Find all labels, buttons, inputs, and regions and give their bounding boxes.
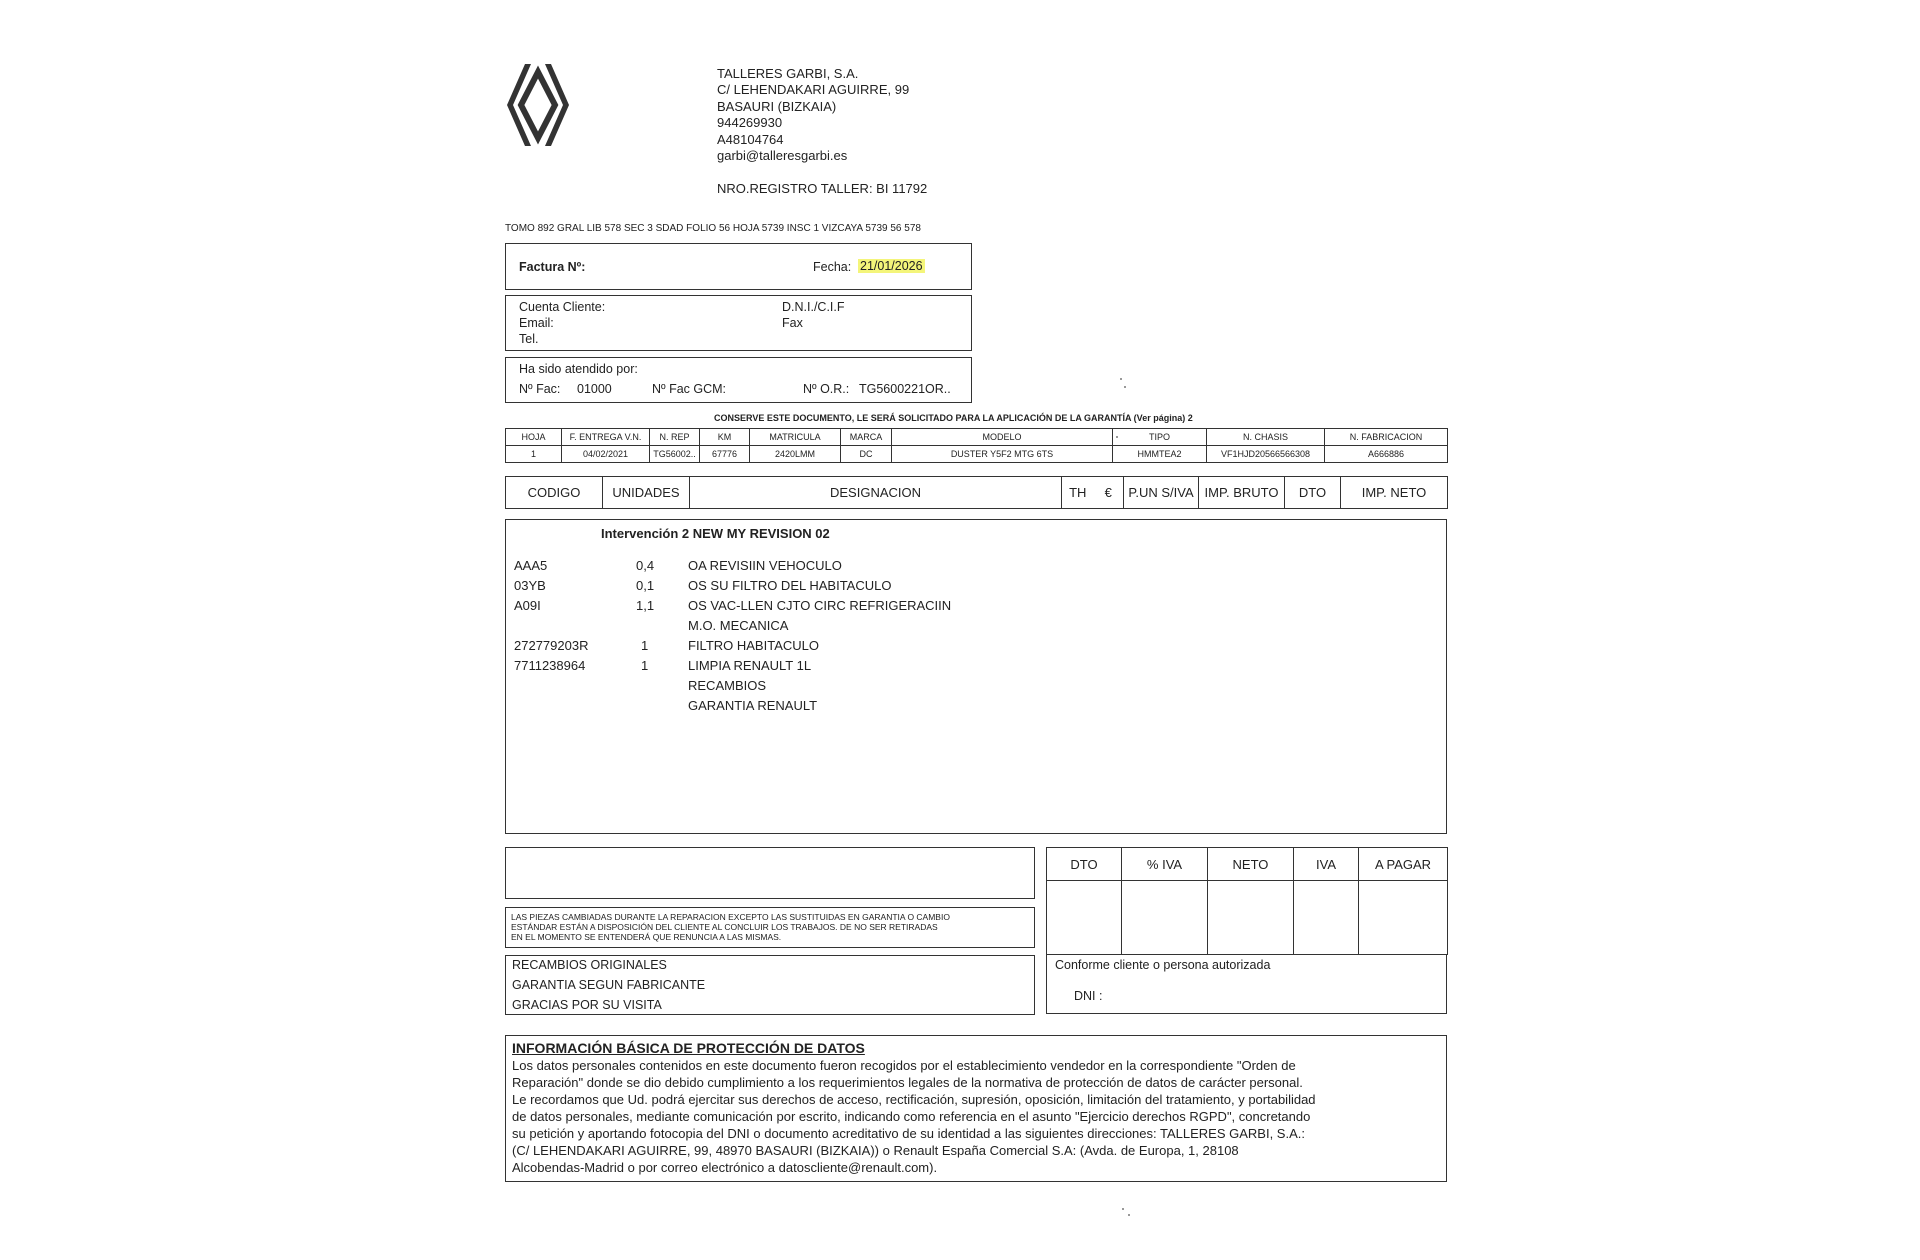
warranty-notice: CONSERVE ESTE DOCUMENTO, LE SERÁ SOLICITADO PARA LA APLICACIÓN DE LA GARANTÍA (Ver página) 2 (714, 413, 1193, 423)
totals-value-apagar (1359, 881, 1448, 955)
item-desc: RECAMBIOS (688, 678, 767, 693)
tomo-line: TOMO 892 GRAL LIB 578 SEC 3 SDAD FOLIO 56 HOJA 5739 INSC 1 VIZCAYA 5739 56 578 (505, 223, 921, 234)
item-desc: LIMPIA RENAULT 1L (688, 658, 812, 673)
totals-value-iva (1294, 881, 1359, 955)
item-code: 03YB (514, 578, 546, 593)
client-box (505, 295, 972, 351)
privacy-box (505, 1035, 1447, 1182)
attended-label: Ha sido atendido por: (519, 362, 638, 376)
nfac-label: Nº Fac: (519, 382, 561, 396)
privacy-line: Le recordamos que Ud. podrá ejercitar sus derechos de acceso, rectificación, supresión, oposición, limitación del tratamiento, y portabilidad (512, 1092, 1316, 1107)
vehicle-header-nrep: N. REP (650, 429, 700, 446)
footer-note: GARANTIA SEGUN FABRICANTE (512, 978, 706, 992)
vehicle-value-entrega: 04/02/2021 (562, 446, 650, 463)
company-phone: 944269930 (717, 115, 783, 130)
item-code: A09I (514, 598, 541, 613)
vehicle-header-entrega: F. ENTREGA V.N. (562, 429, 650, 446)
vehicle-value-nrep: TG56002.. (650, 446, 700, 463)
privacy-line: su petición y aportando fotocopia del DNI o documento acreditativo de su identidad a las siguientes direcciones: TALLERES GARBI, S.A.: (512, 1126, 1305, 1141)
vehicle-value-tipo: HMMTEA2 (1113, 446, 1207, 463)
vehicle-value-marca: DC (841, 446, 892, 463)
piezas-notice-line: LAS PIEZAS CAMBIADAS DURANTE LA REPARACION EXCEPTO LAS SUSTITUIDAS EN GARANTIA O CAMBIO (511, 912, 950, 922)
item-units: 1 (641, 658, 649, 673)
item-desc: OA REVISIIN VEHOCULO (688, 558, 842, 573)
totals-table (1046, 847, 1448, 955)
or-value: TG5600221OR.. (859, 382, 951, 396)
header-unidades: UNIDADES (603, 477, 690, 509)
factura-label: Factura Nº: (519, 260, 586, 274)
footer-note: GRACIAS POR SU VISITA (512, 998, 662, 1012)
vehicle-header-hoja: HOJA (506, 429, 562, 446)
item-code: 7711238964 (514, 658, 586, 673)
footer-notes-box (505, 955, 1035, 1015)
registro-taller: NRO.REGISTRO TALLER: BI 11792 (717, 181, 928, 196)
company-address: C/ LEHENDAKARI AGUIRRE, 99 (717, 82, 910, 97)
item-desc: GARANTIA RENAULT (688, 698, 818, 713)
header-designacion: DESIGNACION (690, 477, 1062, 509)
totals-header-apagar: A PAGAR (1359, 848, 1448, 881)
vehicle-value-fabricacion: A666886 (1325, 446, 1448, 463)
intervention-title: Intervención 2 NEW MY REVISION 02 (601, 526, 830, 541)
scan-speck (1116, 436, 1118, 438)
fecha-value: 21/01/2026 (860, 259, 923, 273)
item-units: 0,1 (636, 578, 655, 593)
vehicle-header-marca: MARCA (841, 429, 892, 446)
vehicle-value-chasis: VF1HJD20566566308 (1207, 446, 1325, 463)
items-header-row (506, 477, 1448, 509)
totals-value-row (1047, 881, 1448, 955)
totals-value-iva-pct (1122, 881, 1208, 955)
footer-note: RECAMBIOS ORIGINALES (512, 958, 667, 972)
cuenta-cliente-label: Cuenta Cliente: (519, 300, 606, 314)
scan-speck (1122, 1208, 1124, 1210)
privacy-line: de datos personales, mediante comunicación por escrito, indicando como referencia en el asunto "Ejercicio derechos RGPD", concretando (512, 1109, 1311, 1124)
item-desc: M.O. MECANICA (688, 618, 789, 633)
privacy-title: INFORMACIÓN BÁSICA DE PROTECCIÓN DE DATOS (512, 1040, 865, 1056)
vehicle-header-row (506, 429, 1448, 446)
vehicle-value-hoja: 1 (506, 446, 562, 463)
scan-speck (1128, 1214, 1130, 1216)
nfac-value: 01000 (577, 382, 612, 396)
vehicle-header-fabricacion: N. FABRICACION (1325, 429, 1448, 446)
or-label: Nº O.R.: (803, 382, 850, 396)
header-th: TH (1062, 477, 1094, 509)
item-units: 1,1 (636, 598, 655, 613)
totals-value-neto (1208, 881, 1294, 955)
item-desc: OS VAC-LLEN CJTO CIRC REFRIGERACIIN (688, 598, 952, 613)
header-euro: € (1094, 477, 1124, 509)
vehicle-value-km: 67776 (700, 446, 750, 463)
item-code: 272779203R (514, 638, 589, 653)
header-pun: P.UN S/IVA (1124, 477, 1199, 509)
vehicle-header-modelo: MODELO (892, 429, 1113, 446)
vehicle-value-matricula: 2420LMM (750, 446, 841, 463)
scan-speck (1120, 378, 1122, 380)
piezas-notice-line: EN EL MOMENTO SE ENTENDERÁ QUE RENUNCIA A LAS MISMAS. (511, 932, 782, 942)
privacy-line: (C/ LEHENDAKARI AGUIRRE, 99, 48970 BASAURI (BIZKAIA)) o Renault España Comercial S.A: (Avda. de Europa, 1, 28108 (512, 1143, 1239, 1158)
vehicle-value-modelo: DUSTER Y5F2 MTG 6TS (892, 446, 1113, 463)
totals-header-row (1047, 848, 1448, 881)
header-neto: IMP. NETO (1341, 477, 1448, 509)
vehicle-header-tipo: TIPO (1113, 429, 1207, 446)
tel-label: Tel. (519, 332, 539, 346)
piezas-notice-line: ESTÁNDAR ESTÁN A DISPOSICIÓN DEL CLIENTE AL CONCLUIR LOS TRABAJOS. DE NO SER RETIRADAS (511, 922, 938, 932)
fax-label: Fax (782, 316, 803, 330)
header-codigo: CODIGO (506, 477, 603, 509)
privacy-line: Alcobendas-Madrid o por correo electrónico a datoscliente@renault.com). (512, 1160, 938, 1175)
company-email: garbi@talleresgarbi.es (717, 148, 848, 163)
renault-logo-icon (505, 62, 571, 148)
item-desc: FILTRO HABITACULO (688, 638, 819, 653)
item-desc: OS SU FILTRO DEL HABITACULO (688, 578, 892, 593)
gcm-label: Nº Fac GCM: (652, 382, 727, 396)
item-code: AAA5 (514, 558, 548, 573)
fecha-label: Fecha: (813, 260, 852, 274)
header-bruto: IMP. BRUTO (1199, 477, 1285, 509)
vehicle-header-matricula: MATRICULA (750, 429, 841, 446)
totals-value-dto (1047, 881, 1122, 955)
vehicle-table (505, 428, 1448, 463)
privacy-line: Reparación" donde se dio debido cumplimiento a los requerimientos legales de la normativa de protección de datos de carácter personal. (512, 1075, 1303, 1090)
company-name: TALLERES GARBI, S.A. (717, 66, 859, 81)
attended-box (505, 357, 972, 403)
conforme-label: Conforme cliente o persona autorizada (1055, 958, 1271, 972)
totals-header-iva: IVA (1294, 848, 1359, 881)
header-dto: DTO (1285, 477, 1341, 509)
factura-box (505, 243, 972, 290)
conforme-dni-label: DNI : (1074, 989, 1103, 1003)
email-label: Email: (519, 316, 554, 330)
vehicle-header-chasis: N. CHASIS (1207, 429, 1325, 446)
scan-speck (1124, 386, 1126, 388)
items-header-table (505, 476, 1448, 509)
vehicle-header-km: KM (700, 429, 750, 446)
item-units: 1 (641, 638, 649, 653)
privacy-line: Los datos personales contenidos en este documento fueron recogidos por el establecimiento vendedor en la correspondiente "Orden de (512, 1058, 1296, 1073)
totals-header-iva-pct: % IVA (1122, 848, 1208, 881)
totals-header-neto: NETO (1208, 848, 1294, 881)
conforme-box (1046, 954, 1447, 1014)
company-city: BASAURI (BIZKAIA) (717, 99, 837, 114)
totals-header-dto: DTO (1047, 848, 1122, 881)
piezas-notice-box (505, 907, 1035, 948)
item-units: 0,4 (636, 558, 655, 573)
dni-cif-label: D.N.I./C.I.F (782, 300, 845, 314)
company-cif: A48104764 (717, 132, 784, 147)
observations-box (505, 847, 1035, 899)
vehicle-value-row (506, 446, 1448, 463)
